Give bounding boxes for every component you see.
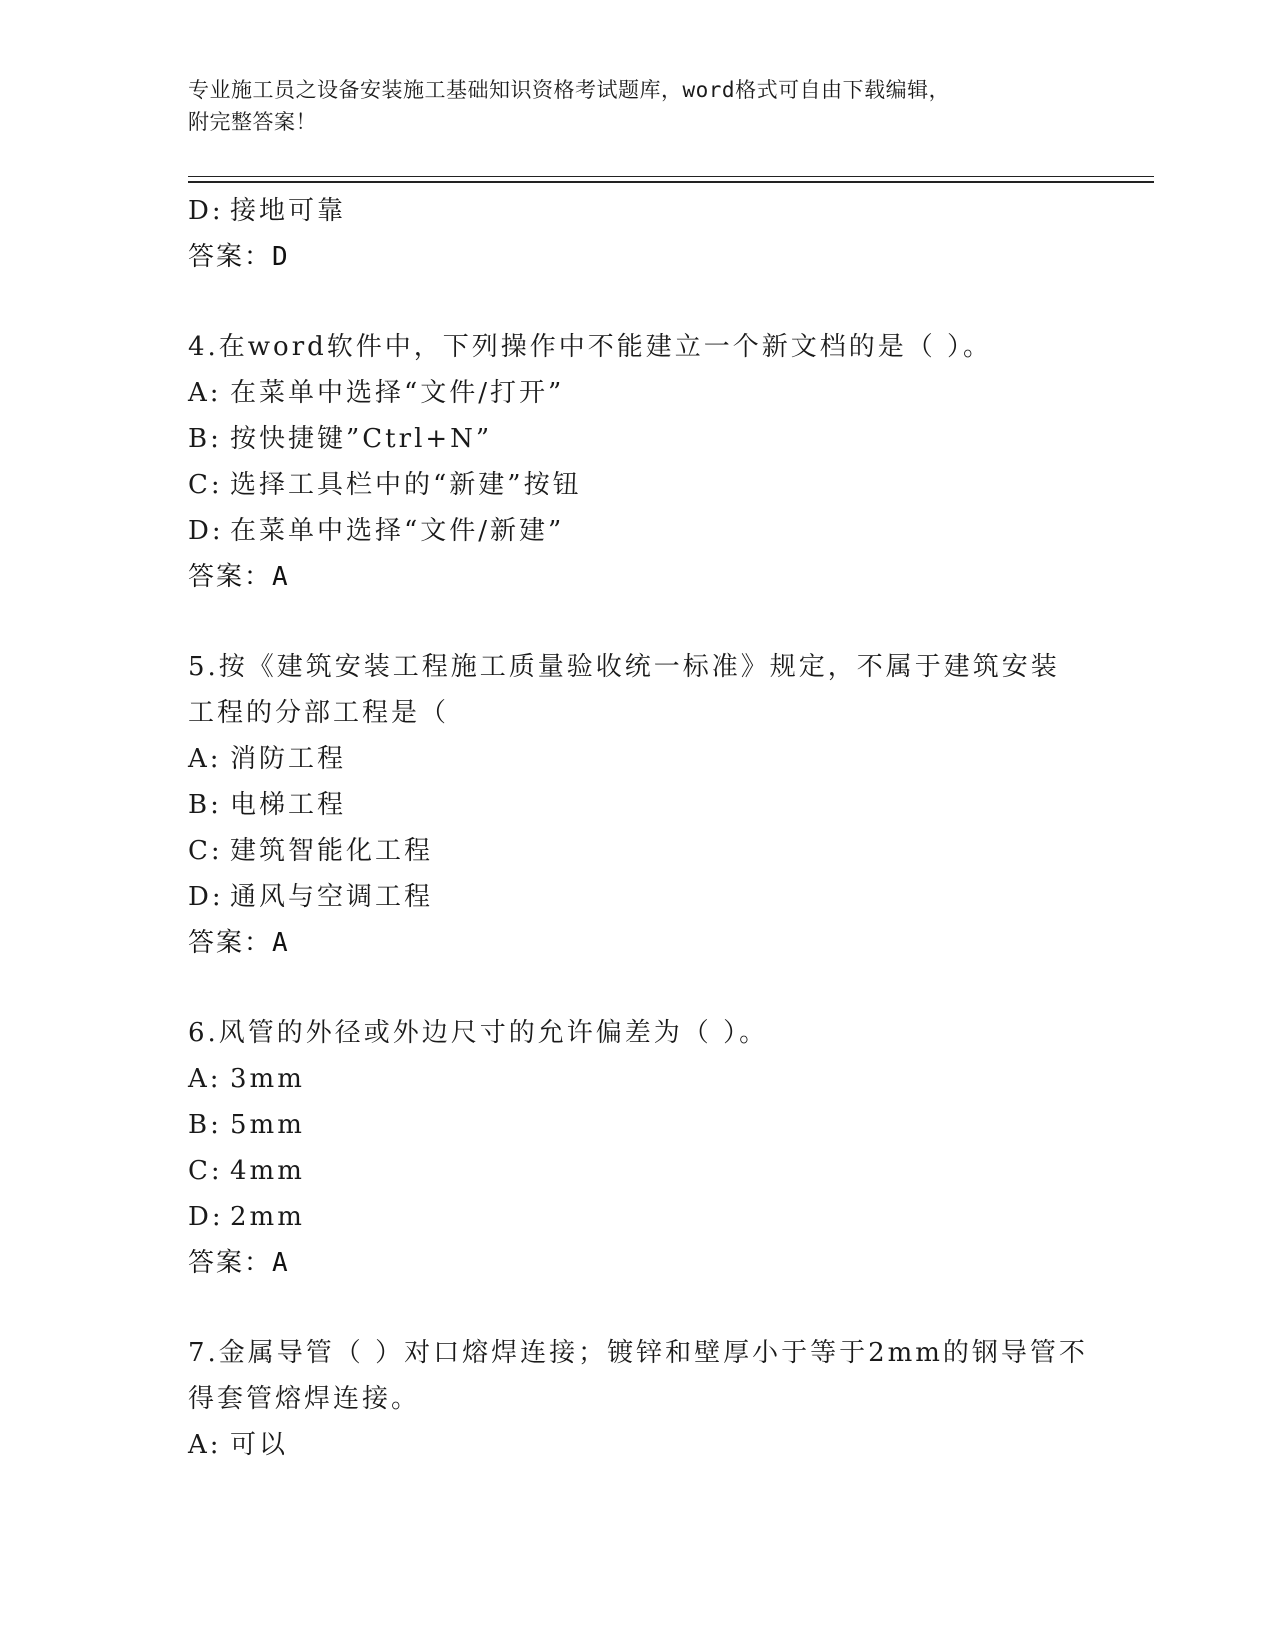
- option-text: 按快捷键”Ctrl+N”: [230, 424, 493, 454]
- option-text: 电梯工程: [230, 790, 347, 820]
- option-row: [188, 1056, 1088, 1102]
- option-label: D:: [188, 196, 224, 226]
- option-row: [188, 508, 1088, 554]
- question-stem: 4.在word软件中，下列操作中不能建立一个新文档的是（ ）。: [188, 332, 993, 362]
- option-label: B:: [188, 1110, 222, 1140]
- question-stem: 5.按《建筑安装工程施工质量验收统一标准》规定，不属于建筑安装: [188, 652, 1060, 682]
- header-line-2: 附完整答案！: [188, 110, 317, 134]
- header-divider-thick: [188, 181, 1154, 183]
- option-label: C:: [188, 836, 223, 866]
- document-header: [188, 74, 1088, 138]
- question-block: [188, 188, 1088, 280]
- answer-value: A: [272, 1248, 290, 1278]
- option-label: A:: [188, 1430, 222, 1460]
- question-stem: 7.金属导管（ ）对口熔焊连接；镀锌和壁厚小于等于2mm的钢导管不: [188, 1338, 1088, 1368]
- option-row: [188, 1422, 1088, 1468]
- option-row: [188, 1102, 1088, 1148]
- question-block: [188, 324, 1088, 600]
- option-text: 在菜单中选择“文件/打开”: [230, 378, 565, 408]
- option-text: 建筑智能化工程: [230, 836, 434, 866]
- header-line-1: 专业施工员之设备安装施工基础知识资格考试题库，word格式可自由下载编辑，: [188, 78, 951, 102]
- answer-line: [188, 554, 1088, 600]
- option-row: [188, 370, 1088, 416]
- answer-value: A: [272, 562, 290, 592]
- option-label: C:: [188, 470, 223, 500]
- question-block: [188, 1330, 1088, 1468]
- option-text: 3mm: [230, 1064, 305, 1094]
- question-block: [188, 644, 1088, 966]
- option-row: [188, 828, 1088, 874]
- question-spacer: [188, 600, 1088, 644]
- answer-line: [188, 234, 1088, 280]
- option-label: B:: [188, 790, 222, 820]
- option-row: [188, 782, 1088, 828]
- option-label: B:: [188, 424, 222, 454]
- answer-label: 答案：: [188, 242, 273, 272]
- question-spacer: [188, 280, 1088, 324]
- option-label: D:: [188, 882, 224, 912]
- option-label: D:: [188, 516, 224, 546]
- header-divider-thin: [188, 176, 1154, 177]
- option-label: C:: [188, 1156, 223, 1186]
- question-list: [188, 188, 1088, 1468]
- answer-label: 答案：: [188, 1248, 273, 1278]
- question-stem: 得套管熔焊连接。: [188, 1384, 421, 1414]
- answer-line: [188, 920, 1088, 966]
- option-row: [188, 874, 1088, 920]
- question-spacer: [188, 1286, 1088, 1330]
- option-row: [188, 416, 1088, 462]
- option-label: A:: [188, 744, 222, 774]
- option-row: [188, 462, 1088, 508]
- option-text: 可以: [230, 1430, 289, 1460]
- answer-value: D: [272, 242, 290, 272]
- question-stem: 6.风管的外径或外边尺寸的允许偏差为（ ）。: [188, 1018, 769, 1048]
- option-text: 接地可靠: [230, 196, 347, 226]
- answer-value: A: [272, 928, 290, 958]
- option-row: [188, 188, 1088, 234]
- question-spacer: [188, 966, 1088, 1010]
- answer-label: 答案：: [188, 562, 273, 592]
- option-text: 5mm: [230, 1110, 305, 1140]
- answer-line: [188, 1240, 1088, 1286]
- option-text: 2mm: [230, 1202, 305, 1232]
- option-text: 通风与空调工程: [230, 882, 434, 912]
- option-text: 消防工程: [230, 744, 347, 774]
- option-label: D:: [188, 1202, 224, 1232]
- question-block: [188, 1010, 1088, 1286]
- option-label: A:: [188, 378, 222, 408]
- option-label: A:: [188, 1064, 222, 1094]
- answer-label: 答案：: [188, 928, 273, 958]
- option-text: 选择工具栏中的“新建”按钮: [230, 470, 582, 500]
- option-text: 在菜单中选择“文件/新建”: [230, 516, 565, 546]
- option-row: [188, 1148, 1088, 1194]
- option-row: [188, 736, 1088, 782]
- question-stem: 工程的分部工程是（: [188, 698, 450, 728]
- option-text: 4mm: [230, 1156, 305, 1186]
- option-row: [188, 1194, 1088, 1240]
